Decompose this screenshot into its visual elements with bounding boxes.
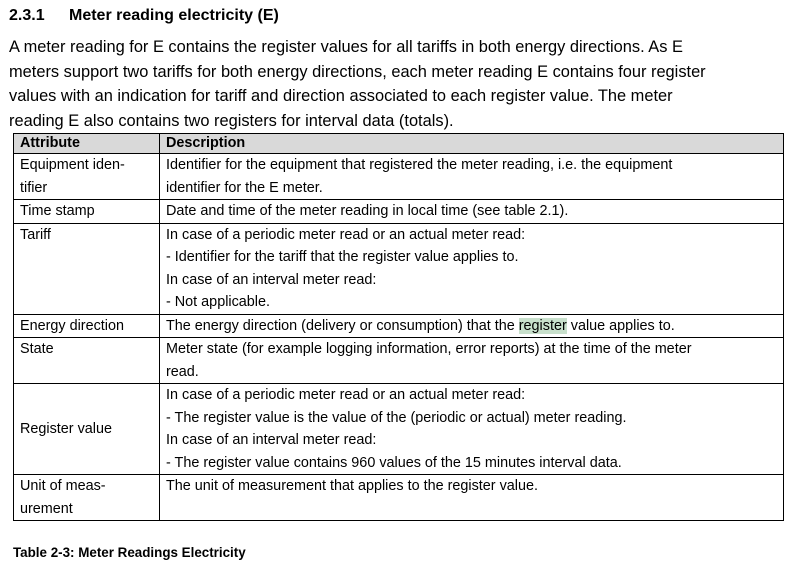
description-line: - Identifier for the tariff that the register value applies to. xyxy=(166,249,519,265)
description-line: - The register value is the value of the (periodic or actual) meter reading. xyxy=(166,409,627,426)
description-cell xyxy=(160,314,784,338)
description-text: The energy direction (delivery or consumption) that the xyxy=(166,317,519,334)
attribute-cell xyxy=(14,154,160,200)
description-line: In case of a periodic meter read or an actual meter read: xyxy=(166,226,526,243)
description-cell xyxy=(160,154,784,200)
intro-line: meters support two tariffs for both energy directions, each meter reading E contains four register xyxy=(9,62,706,81)
description-line: Date and time of the meter reading in local time (see table 2.1). xyxy=(166,203,569,219)
attribute-line: Time stamp xyxy=(20,203,95,219)
section-title: Meter reading electricity (E) xyxy=(69,7,279,24)
attribute-cell xyxy=(14,475,160,521)
attribute-cell xyxy=(14,338,160,384)
attribute-line: tifier xyxy=(20,179,48,196)
attribute-cell xyxy=(14,314,160,338)
intro-line: values with an indication for tariff and direction associated to each register value. The meter xyxy=(9,87,673,105)
attribute-cell xyxy=(14,384,160,475)
attribute-cell xyxy=(14,223,160,314)
intro-paragraph xyxy=(9,35,793,133)
table-row xyxy=(14,475,784,521)
table-caption: Table 2-3: Meter Readings Electricity xyxy=(13,545,246,560)
section-number: 2.3.1 xyxy=(9,7,45,24)
description-cell xyxy=(160,223,784,314)
description-line: In case of an interval meter read: xyxy=(166,271,377,288)
description-cell xyxy=(160,338,784,384)
description-line: - Not applicable. xyxy=(166,294,270,310)
description-line: Identifier for the equipment that registered the meter reading, i.e. the equipment xyxy=(166,157,673,173)
attribute-line: Equipment iden- xyxy=(20,157,125,173)
attribute-line: Unit of meas- xyxy=(20,478,106,494)
table-row xyxy=(14,384,784,475)
highlighted-word: register xyxy=(518,317,567,334)
description-line: Meter state (for example logging information, error reports) at the time of the meter xyxy=(166,341,692,357)
intro-line: reading E also contains two registers for interval data (totals). xyxy=(9,111,454,130)
description-cell xyxy=(160,475,784,521)
header-description: Description xyxy=(160,134,784,154)
intro-line: A meter reading for E contains the register values for all tariffs in both energy directions. As E xyxy=(9,38,683,56)
description-line: read. xyxy=(166,363,199,380)
description-cell xyxy=(160,384,784,475)
description-line: identifier for the E meter. xyxy=(166,179,323,196)
table-row xyxy=(14,200,784,224)
table-header-row xyxy=(14,134,784,154)
attribute-line: Energy direction xyxy=(20,317,124,334)
description-cell xyxy=(160,200,784,224)
attributes-table xyxy=(13,133,784,521)
attribute-line: Tariff xyxy=(20,226,51,243)
attribute-line: urement xyxy=(20,500,73,517)
section-heading xyxy=(9,7,279,25)
description-line: The unit of measurement that applies to the register value. xyxy=(166,478,538,494)
attribute-line: Register value xyxy=(20,420,112,437)
table-row xyxy=(14,223,784,314)
header-attribute: Attribute xyxy=(14,134,160,154)
table-row xyxy=(14,338,784,384)
description-line: - The register value contains 960 values of the 15 minutes interval data. xyxy=(166,454,622,471)
description-line: In case of an interval meter read: xyxy=(166,432,377,448)
description-text: value applies to. xyxy=(566,317,675,334)
attribute-cell xyxy=(14,200,160,224)
table-row xyxy=(14,314,784,338)
table-row xyxy=(14,154,784,200)
attribute-line: State xyxy=(20,341,54,357)
description-line: In case of a periodic meter read or an actual meter read: xyxy=(166,387,526,403)
